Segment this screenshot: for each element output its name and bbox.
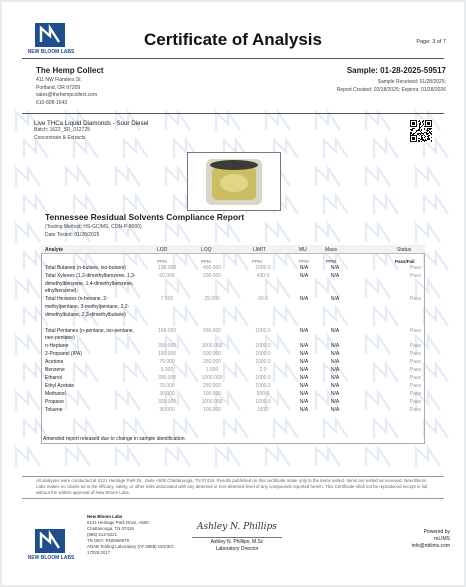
date-tested: Date Tested: 01/28/2025: [45, 232, 100, 238]
amendment-note: Amended report released due to change in sample identification.: [43, 436, 186, 442]
col-loq: LOQ: [201, 246, 212, 253]
cell-mass: N/A: [330, 375, 340, 382]
page-number: Page: 3 of 7: [416, 39, 446, 45]
analyte-name: Total Butanes (n-butane, iso-butane): [45, 265, 126, 271]
cell-limit: 2.0: [259, 367, 267, 374]
col-mass: Mass: [325, 246, 337, 253]
product-info: [34, 120, 148, 142]
cell-lod: 30.000: [159, 407, 175, 414]
cell-status: Pass: [409, 375, 421, 382]
col-analyte: Analyte: [45, 246, 64, 253]
cell-mass: N/A: [330, 343, 340, 350]
sample-id: Sample: 01-28-2025-59517: [346, 66, 446, 75]
cell-limit: 1000.0: [255, 399, 271, 406]
cell-status: Pass: [409, 399, 421, 406]
cell-limit: 1000.0: [255, 383, 271, 390]
cell-loq: 25.000: [204, 296, 220, 303]
signer-name: Ashley N. Phillips, M.Sc: [210, 539, 264, 545]
cell-mu: N/A: [299, 367, 309, 374]
cell-mu: N/A: [299, 327, 309, 334]
cell-limit: 1810: [257, 407, 269, 414]
cell-mass: N/A: [330, 359, 340, 366]
cell-lod: 75.000: [159, 359, 175, 366]
signer-title: Laboratory Director: [215, 546, 259, 552]
client-address: 411 NW Flanders St Portland, OR 97209 sales@thehempcollect.com 610-808-1643: [36, 77, 98, 106]
sample-photo: [187, 152, 281, 211]
cell-status: Pass: [409, 351, 421, 358]
signature-line: [192, 537, 282, 538]
lab-logo-text: NEW BLOOM LABS: [27, 49, 75, 55]
client-divider: [22, 113, 444, 114]
cell-status: Pass: [409, 359, 421, 366]
cell-mu: N/A: [299, 407, 309, 414]
analyte-name: Total Pentanes (n-pentane, iso-pentane, neo-pentane): [45, 327, 134, 342]
cell-lod: 300.000: [157, 399, 177, 406]
cell-limit: 60.0: [258, 296, 268, 303]
sample-received: Sample Received: 01/28/2025;: [377, 79, 446, 85]
cell-loq: 200.000: [202, 273, 222, 279]
cell-loq: 560.000: [202, 327, 222, 334]
cell-loq: 100.000: [202, 407, 222, 414]
cell-limit: 430.0: [256, 273, 270, 279]
cell-loq: 460.000: [202, 265, 222, 271]
unit-loq: PPM: [201, 259, 211, 264]
cell-mass: N/A: [330, 273, 340, 279]
analyte-name: Benzene: [45, 367, 65, 374]
cell-loq: 1000.000: [201, 375, 223, 382]
cell-lod: 150.000: [157, 351, 177, 358]
cell-limit: 1000.0: [255, 351, 271, 358]
analyte-name: Total Xylenes (1,2-dimethylbenzene, 1,3-dimethylbenzene, 1,4-dimethylbenzene, ethylbenzene): [45, 273, 136, 295]
cell-lod: 300.000: [157, 343, 177, 350]
cell-mu: N/A: [299, 296, 309, 303]
cell-limit: 1000.0: [255, 343, 271, 350]
analyte-name: Methanol: [45, 391, 66, 398]
analyte-name: n-Heptane: [45, 343, 69, 350]
cell-status: Pass: [409, 383, 421, 390]
batch-number: Batch: 1622_SD_012725: [34, 127, 90, 133]
cell-lod: 75.000: [159, 383, 175, 390]
unit-mu: PPM: [299, 259, 309, 264]
analyte-name: Toluene: [45, 407, 63, 414]
analyte-name: Acetone: [45, 359, 64, 366]
col-status: Status: [397, 246, 412, 253]
cell-lod: 30.000: [159, 391, 175, 398]
col-lod: LOD: [157, 246, 168, 253]
page-title: Certificate of Analysis: [144, 30, 322, 49]
cell-loq: 100.000: [202, 391, 222, 398]
cell-status: Pass: [409, 391, 421, 398]
cell-lod: 138.000: [157, 265, 177, 271]
footer-logo-text: NEW BLOOM LABS: [27, 555, 75, 561]
analyte-name: Propane: [45, 399, 64, 406]
report-title: Tennessee Residual Solvents Compliance Report: [45, 212, 245, 222]
client-name: The Hemp Collect: [36, 66, 104, 75]
cell-loq: 250.000: [202, 359, 222, 366]
cell-loq: 1000.000: [201, 399, 223, 406]
cell-status: Pass: [409, 327, 421, 334]
lab-address: New Bloom Labs 6121 Heritage Park Drive, A500 Chattanooga, TN 37416 (865) 612-8221 TN DEA: RN0566979 ANAB Testing Laboratory (AT-2868) ISO/IEC 17025:2017: [87, 514, 174, 555]
signature: Ashley N. Phillips: [197, 522, 277, 532]
footer-lab-logo: [35, 529, 65, 553]
cell-mu: N/A: [299, 273, 309, 279]
unit-mass: PPM: [326, 259, 336, 264]
col-limit: LIMIT: [253, 246, 266, 253]
testing-method: (Testing Method: HS-GC/MS, CON-P-8000): [45, 224, 142, 230]
analyte-name: Ethanol: [45, 375, 62, 382]
cell-mass: N/A: [330, 327, 340, 334]
unit-status: Pass/Fail: [395, 259, 415, 264]
cell-mass: N/A: [330, 351, 340, 358]
cell-limit: 1000.0: [255, 327, 271, 334]
cell-mass: N/A: [330, 367, 340, 374]
col-mu: MU: [299, 246, 307, 253]
analyte-name: Ethyl Acetate: [45, 383, 75, 390]
cell-mass: N/A: [330, 383, 340, 390]
cell-loq: 1000.000: [201, 343, 223, 350]
report-created: Report Created: 02/18/2025; Expires: 01/28/2026: [336, 87, 446, 93]
powered-by: Powered by mLIMS info@nblims.com: [411, 529, 450, 549]
cell-status: Pass: [409, 296, 421, 303]
cell-lod: 168.000: [157, 327, 177, 334]
cell-status: Pass: [409, 367, 421, 374]
cell-mass: N/A: [330, 399, 340, 406]
product-category: Concentrate & Extracts: [34, 134, 86, 141]
cell-mu: N/A: [299, 383, 309, 390]
cell-mu: N/A: [299, 265, 309, 271]
product-name: Live THCa Liquid Diamonds - Sour Diesel: [34, 120, 149, 127]
cell-mu: N/A: [299, 375, 309, 382]
cell-lod: 300.000: [157, 375, 177, 382]
cell-mass: N/A: [330, 391, 340, 398]
unit-limit: PPM: [252, 259, 262, 264]
analyte-name: 2-Propanol (IPA): [45, 351, 82, 358]
cell-mu: N/A: [299, 359, 309, 366]
cell-lod: 7.500: [160, 296, 174, 303]
coa-page: [2, 2, 464, 585]
disclaimer: All analyses were conducted at 6121 Heritage Park Dr., Suite A500 Chattanooga, TN 37416. Results published on this certificate relate only to the items tested. Items are tested as received. New Bloom Labs makes no claims as to the efficacy, safety, or other risks associated with any detected or non-detected level of any compounds reported herein. This Certificate shall not be reproduced except in full, without the written approval of New Bloom Labs.: [36, 478, 429, 495]
footer-divider-top: [22, 476, 444, 477]
cell-lod: 60.000: [159, 273, 175, 279]
cell-mu: N/A: [299, 343, 309, 350]
cell-status: Pass: [409, 265, 421, 271]
cell-limit: 1000.0: [255, 265, 271, 271]
cell-mass: N/A: [330, 296, 340, 303]
cell-loq: 250.000: [202, 383, 222, 390]
cell-loq: 1.000: [205, 367, 219, 374]
cell-mu: N/A: [299, 351, 309, 358]
cell-mass: N/A: [330, 265, 340, 271]
cell-limit: 1000.0: [255, 359, 271, 366]
cell-status: Pass: [409, 273, 421, 279]
unit-lod: PPM: [157, 259, 167, 264]
cell-status: Pass: [409, 343, 421, 350]
contact-email[interactable]: info@nblims.com: [411, 543, 450, 549]
table-header: [41, 245, 425, 254]
cell-lod: 0.300: [160, 367, 174, 374]
footer-divider: [22, 498, 444, 499]
cell-mu: N/A: [299, 399, 309, 406]
cell-mu: N/A: [299, 391, 309, 398]
qr-code[interactable]: [409, 119, 433, 143]
cell-status: Pass: [409, 407, 421, 414]
header-divider: [22, 58, 444, 59]
cell-limit: 600.0: [256, 391, 270, 398]
cell-mass: N/A: [330, 407, 340, 414]
analyte-name: Total Hexanes (n-hexane, 2-methylpentane, 3-methylpentane, 2,2-dimethylbutane, 2,3-dimethylbutane): [45, 296, 130, 318]
cell-limit: 1000.0: [255, 375, 271, 382]
cell-loq: 500.000: [202, 351, 222, 358]
